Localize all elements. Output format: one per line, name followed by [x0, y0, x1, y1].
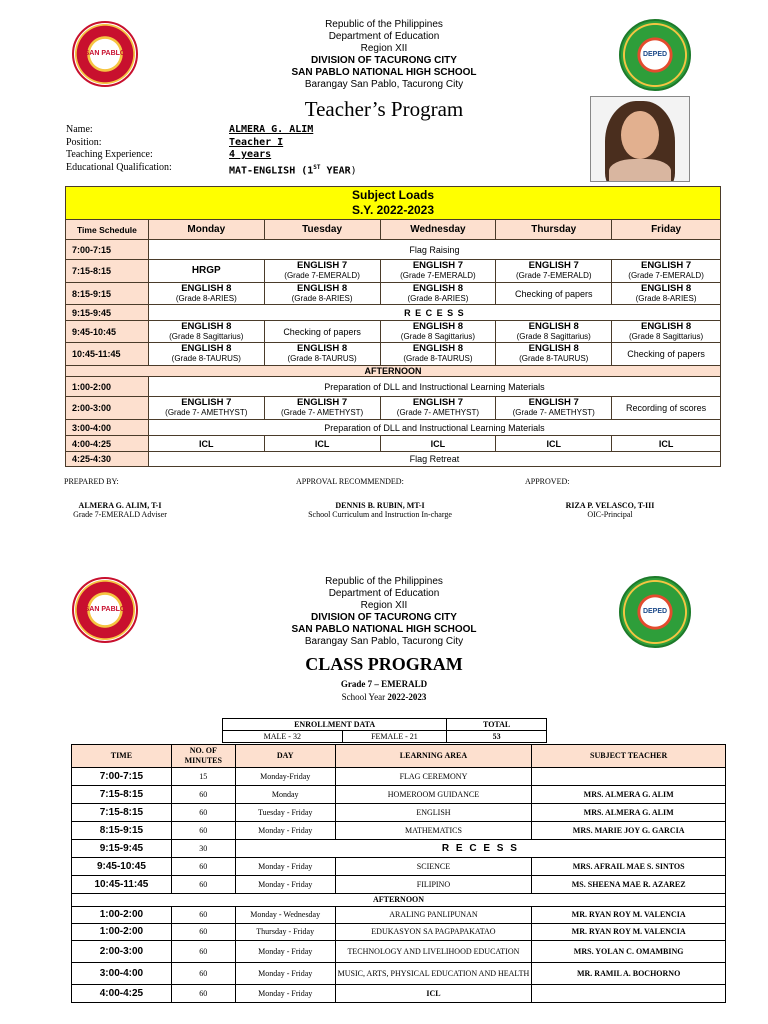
letterhead-division: DIVISION OF TACURONG CITY: [311, 612, 457, 623]
schedule-row: 10:45-11:45 ENGLISH 8 (Grade 8-TAURUS) ENGLISH 8 (Grade 8-TAURUS) ENGLISH 8 (Grade 8-TAURUS) ENGLISH 8 (Grade 8-TAURUS) Checking of papers: [66, 343, 721, 366]
class-row: 3:00-4:00 60 Monday - Friday MUSIC, ARTS, PHYSICAL EDUCATION AND HEALTH MR. RAMIL A. BOCHORNO: [72, 963, 726, 985]
class-row: 7:15-8:15 60 Tuesday - Friday ENGLISH MRS. ALMERA G. ALIM: [72, 804, 726, 822]
approved-label: APPROVED:: [525, 477, 570, 486]
deped-seal-logo-2: DEPED: [619, 576, 691, 648]
teacher-info-values: [229, 124, 357, 177]
class-row: 1:00-2:00 60 Monday - Wednesday ARALING PANLIPUNAN MR. RYAN ROY M. VALENCIA: [72, 907, 726, 924]
female-count: FEMALE - 21: [342, 731, 447, 743]
letterhead-republic: Republic of the Philippines: [325, 576, 443, 587]
approval-recommended-label: APPROVAL RECOMMENDED:: [296, 477, 404, 486]
label-qualification: Educational Qualification:: [66, 161, 172, 173]
letterhead-address: Barangay San Pablo, Tacurong City: [304, 79, 464, 90]
schedule-row: 7:15-8:15 HRGP ENGLISH 7 (Grade 7-EMERALD) ENGLISH 7 (Grade 7-EMERALD) ENGLISH 7 (Grade 7-EMERALD) ENGLISH 7 (Grade 7-EMERALD): [66, 260, 721, 283]
class-row: 4:00-4:25 60 Monday - Friday ICL: [72, 985, 726, 1003]
schedule-row: 3:00-4:00 Preparation of DLL and Instructional Learning Materials: [66, 420, 721, 436]
class-row: 9:45-10:45 60 Monday - Friday SCIENCE MRS. AFRAIL MAE S. SINTOS: [72, 858, 726, 876]
prepared-by-label: PREPARED BY:: [64, 477, 119, 486]
class-program-grade: Grade 7 – EMERALD: [340, 679, 428, 689]
total-count: 53: [447, 731, 547, 743]
label-position: Position:: [66, 136, 102, 148]
male-count: MALE - 32: [223, 731, 343, 743]
class-row: 2:00-3:00 60 Monday - Friday TECHNOLOGY AND LIVELIHOOD EDUCATION MRS. YOLAN C. OMAMBING: [72, 941, 726, 963]
label-experience: Teaching Experience:: [66, 149, 153, 160]
schedule-row: 2:00-3:00 ENGLISH 7 (Grade 7- AMETHYST) ENGLISH 7 (Grade 7- AMETHYST) ENGLISH 7 (Grade 7- AMETHYST) ENGLISH 7 (Grade 7- AMETHYST) Recording of scores: [66, 397, 721, 420]
teacher-name: ALMERA G. ALIM: [229, 124, 314, 135]
letterhead-republic: Republic of the Philippines: [325, 19, 443, 30]
schedule-row: 8:15-9:15 ENGLISH 8 (Grade 8-ARIES) ENGLISH 8 (Grade 8-ARIES) ENGLISH 8 (Grade 8-ARIES) Checking of papers ENGLISH 8 (Grade 8-ARIES): [66, 283, 721, 305]
letterhead-address: Barangay San Pablo, Tacurong City: [304, 636, 464, 647]
class-row: 7:00-7:15 15 Monday-Friday FLAG CEREMONY: [72, 768, 726, 786]
letterhead-region: Region XII: [360, 43, 408, 54]
signature-recommender: DENNIS B. RUBIN, MT-I School Curriculum and Instruction In-charge: [308, 501, 452, 519]
class-row: 10:45-11:45 60 Monday - Friday FILIPINO MS. SHEENA MAE R. AZAREZ: [72, 876, 726, 894]
teacher-position: Teacher I: [229, 136, 284, 148]
deped-seal-logo: DEPED: [619, 19, 691, 91]
letterhead-department: Department of Education: [328, 588, 440, 599]
schedule-row: 9:45-10:45 ENGLISH 8 (Grade 8 Sagittarius) Checking of papers ENGLISH 8 (Grade 8 Sagittarius) ENGLISH 8 (Grade 8 Sagittarius) ENGLISH 8 (Grade 8 Sagittarius): [66, 321, 721, 343]
class-row: 8:15-9:15 60 Monday - Friday MATHEMATICS MRS. MARIE JOY G. GARCIA: [72, 822, 726, 840]
class-row-recess: 9:15-9:45 30 R E C E S S: [72, 840, 726, 858]
subject-loads-heading: Subject Loads S.Y. 2022-2023: [66, 187, 721, 220]
letterhead-school: SAN PABLO NATIONAL HIGH SCHOOL: [291, 67, 477, 78]
letterhead-2: [234, 576, 534, 648]
schedule-row: 4:25-4:30 Flag Retreat: [66, 452, 721, 467]
class-afternoon-divider: AFTERNOON: [72, 894, 726, 907]
page-title: Teacher’s Program: [304, 97, 464, 121]
signature-approver: RIZA P. VELASCO, T-III OIC-Principal: [565, 501, 655, 519]
schedule-row: 7:00-7:15 Flag Raising: [66, 240, 721, 260]
afternoon-divider: AFTERNOON: [66, 366, 721, 377]
schedule-row: 4:00-4:25 ICL ICL ICL ICL ICL: [66, 436, 721, 452]
class-program-header-row: TIME NO. OF MINUTES DAY LEARNING AREA SUBJECT TEACHER: [72, 745, 726, 768]
signature-preparer: ALMERA G. ALIM, T-I Grade 7-EMERALD Adviser: [73, 501, 167, 519]
schedule-row: 9:15-9:45 R E C E S S: [66, 305, 721, 321]
teacher-photo: [590, 96, 690, 182]
subject-load-table: [65, 186, 721, 467]
letterhead-division: DIVISION OF TACURONG CITY: [311, 55, 457, 66]
letterhead-school: SAN PABLO NATIONAL HIGH SCHOOL: [291, 624, 477, 635]
class-program-school-year: School Year 2022-2023: [341, 692, 427, 702]
total-heading: TOTAL: [447, 719, 547, 731]
teacher-experience: 4 years: [229, 149, 272, 160]
enrollment-table: [222, 718, 547, 743]
class-program-table: [71, 744, 726, 1003]
teacher-qualification: MAT-ENGLISH (1ST YEAR): [229, 163, 357, 176]
letterhead: [234, 19, 534, 91]
enrollment-heading: ENROLLMENT DATA: [223, 719, 447, 731]
school-seal-logo-2: SAN PABLO: [72, 577, 138, 643]
class-program-title: CLASS PROGRAM: [305, 654, 463, 674]
label-name: Name:: [66, 124, 93, 135]
school-seal-logo: SAN PABLO: [72, 21, 138, 87]
letterhead-department: Department of Education: [328, 31, 440, 42]
schedule-row: 1:00-2:00 Preparation of DLL and Instructional Learning Materials: [66, 377, 721, 397]
letterhead-region: Region XII: [360, 600, 408, 611]
teacher-info-labels: [66, 124, 172, 174]
schedule-header-row: Time Schedule Monday Tuesday Wednesday Thursday Friday: [66, 220, 721, 240]
class-row: 1:00-2:00 60 Thursday - Friday EDUKASYON SA PAGPAPAKATAO MR. RYAN ROY M. VALENCIA: [72, 924, 726, 941]
class-row: 7:15-8:15 60 Monday HOMEROOM GUIDANCE MRS. ALMERA G. ALIM: [72, 786, 726, 804]
